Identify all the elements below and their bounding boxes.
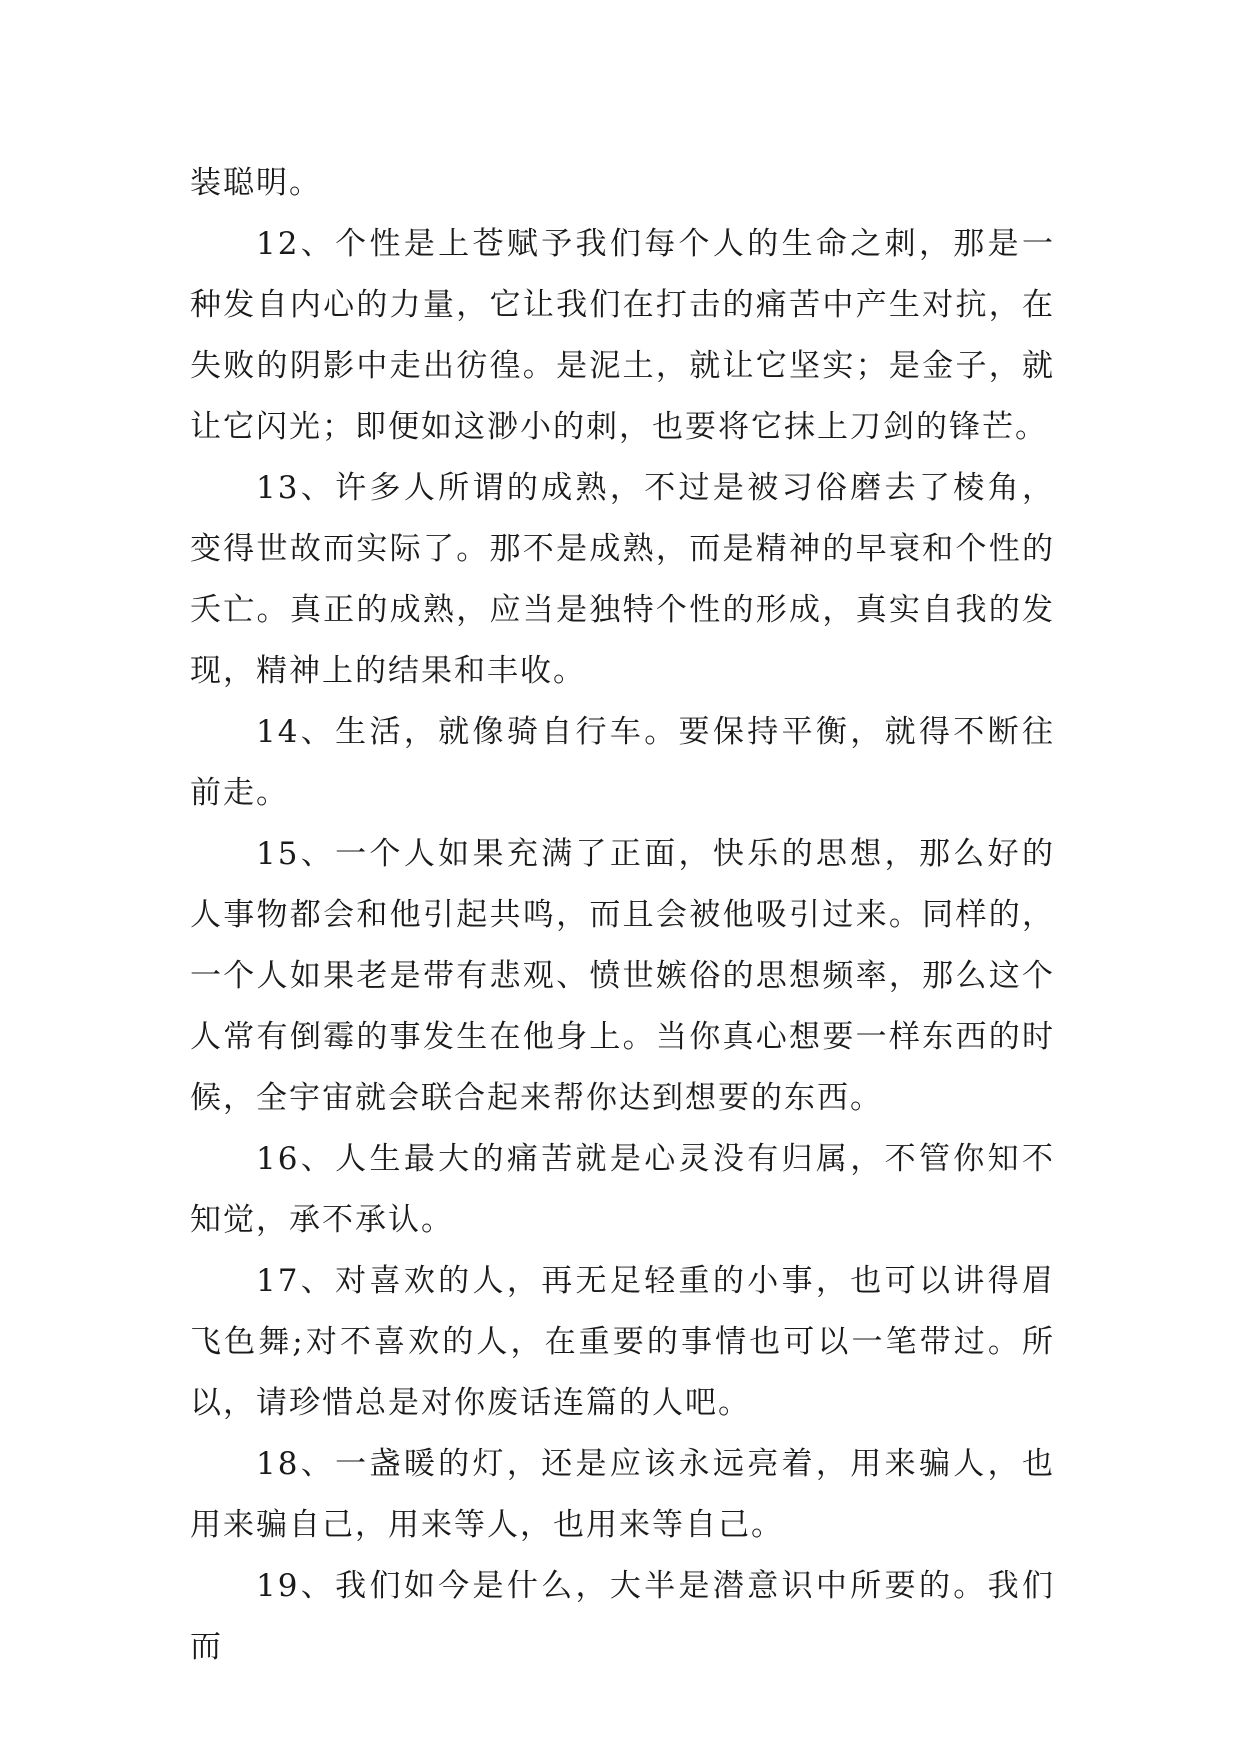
paragraph-13: 13、许多人所谓的成熟，不过是被习俗磨去了棱角，变得世故而实际了。那不是成熟，而是精神的早衰和个性的夭亡。真正的成熟，应当是独特个性的形成，真实自我的发现，精神上的结果和丰收。	[190, 470, 1055, 689]
paragraph-18: 18、一盏暖的灯，还是应该永远亮着，用来骗人，也用来骗自己，用来等人，也用来等自己。	[190, 1446, 1055, 1543]
paragraph-19: 19、我们如今是什么，大半是潜意识中所要的。我们而	[190, 1568, 1055, 1665]
paragraph-17: 17、对喜欢的人，再无足轻重的小事，也可以讲得眉飞色舞;对不喜欢的人，在重要的事情也可以一笔带过。所以，请珍惜总是对你废话连篇的人吧。	[190, 1263, 1055, 1421]
paragraph-12: 12、个性是上苍赋予我们每个人的生命之刺，那是一种发自内心的力量，它让我们在打击的痛苦中产生对抗，在失败的阴影中走出彷徨。是泥土，就让它坚实；是金子，就让它闪光；即便如这渺小的刺，也要将它抹上刀剑的锋芒。	[190, 226, 1055, 445]
document-body	[190, 153, 1055, 1678]
paragraph-continuation: 装聪明。	[190, 165, 322, 201]
paragraph-16: 16、人生最大的痛苦就是心灵没有归属，不管你知不知觉，承不承认。	[190, 1141, 1055, 1238]
paragraph-15: 15、一个人如果充满了正面，快乐的思想，那么好的人事物都会和他引起共鸣，而且会被他吸引过来。同样的，一个人如果老是带有悲观、愤世嫉俗的思想频率，那么这个人常有倒霉的事发生在他身上。当你真心想要一样东西的时候，全宇宙就会联合起来帮你达到想要的东西。	[190, 836, 1055, 1116]
paragraph-14: 14、生活，就像骑自行车。要保持平衡，就得不断往前走。	[190, 714, 1055, 811]
